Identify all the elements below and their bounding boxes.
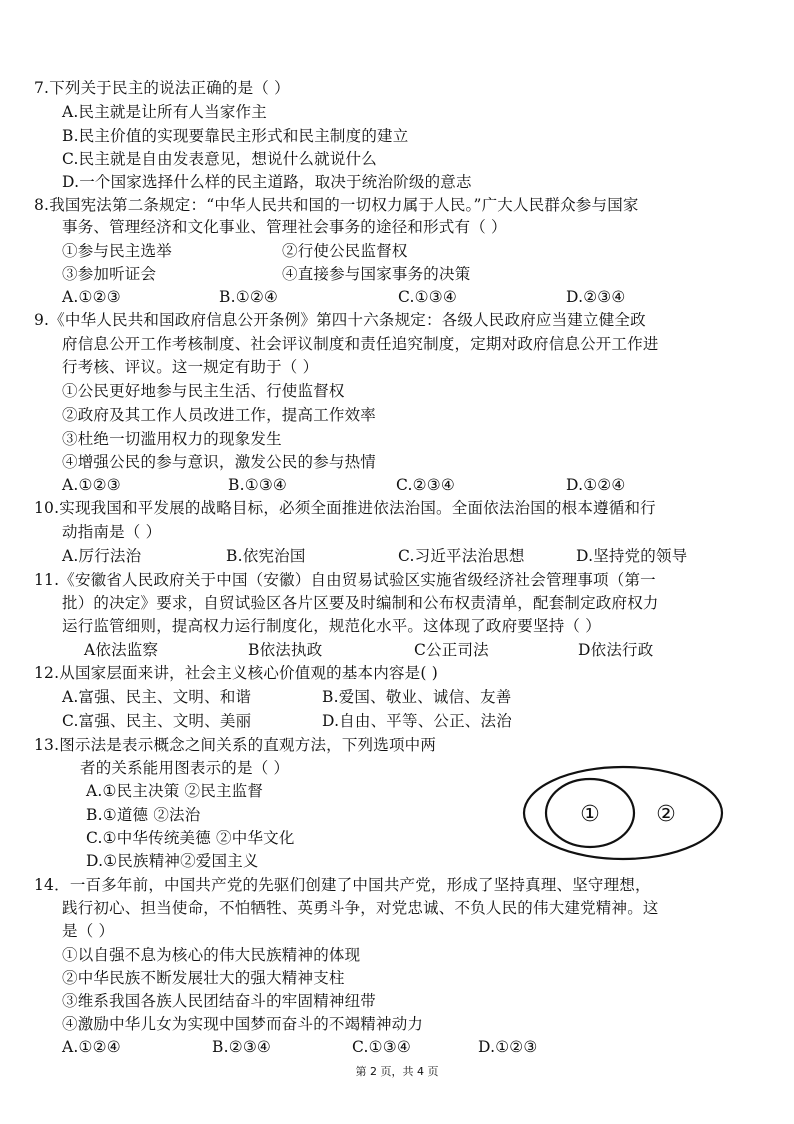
q11-option-b: B依法执政 bbox=[248, 641, 323, 659]
q10-stem-line2: 动指南是（ ） bbox=[62, 523, 162, 541]
q12-option-c: C.富强、民主、文明、美丽 bbox=[62, 712, 252, 730]
q11-option-a: A依法监察 bbox=[84, 641, 159, 659]
page-footer: 第 2 页，共 4 页 bbox=[355, 1065, 439, 1078]
q13-label-2: ② bbox=[656, 802, 676, 827]
q13-option-c: C.①中华传统美德 ②中华文化 bbox=[86, 829, 295, 847]
q10-option-a: A.厉行法治 bbox=[62, 547, 142, 565]
q9-item-4: ④增强公民的参与意识，激发公民的参与热情 bbox=[62, 453, 377, 471]
q14-option-c: C.①③④ bbox=[352, 1038, 411, 1056]
q8-option-a: A.①②③ bbox=[62, 288, 121, 306]
q7-option-d: D.一个国家选择什么样的民主道路，取决于统治阶级的意志 bbox=[62, 173, 472, 191]
q13-option-d: D.①民族精神②爱国主义 bbox=[86, 852, 259, 870]
q12-option-d: D.自由、平等、公正、法治 bbox=[322, 712, 512, 730]
q13-stem-line1: 13.图示法是表示概念之间关系的直观方法，下列选项中两 bbox=[34, 736, 437, 754]
q11-option-d: D依法行政 bbox=[578, 641, 654, 659]
q8-item-2: ②行使公民监督权 bbox=[282, 242, 408, 260]
q13-stem-line2: 者的关系能用图表示的是（ ） bbox=[80, 759, 290, 777]
q14-stem-line1: 14．一百多年前，中国共产党的先驱们创建了中国共产党，形成了坚持真理、坚守理想， bbox=[34, 876, 651, 894]
q9-item-1: ①公民更好地参与民主生活、行使监督权 bbox=[62, 382, 345, 400]
q9-item-2: ②政府及其工作人员改进工作，提高工作效率 bbox=[62, 406, 377, 424]
q11-option-c: C公正司法 bbox=[414, 641, 489, 659]
q14-item-1: ①以自强不息为核心的伟大民族精神的体现 bbox=[62, 946, 361, 964]
q8-item-3: ③参加听证会 bbox=[62, 265, 157, 283]
q8-stem-line1: 8.我国宪法第二条规定：“中华人民共和国的一切权力属于人民。”广大人民群众参与国家 bbox=[34, 196, 639, 214]
q13-venn-diagram bbox=[520, 763, 726, 863]
q9-option-d: D.①②④ bbox=[566, 476, 626, 494]
q13-outer-ellipse bbox=[524, 767, 722, 859]
q10-option-b: B.依宪治国 bbox=[226, 547, 306, 565]
q7-option-b: B.民主价值的实现要靠民主形式和民主制度的建立 bbox=[62, 127, 409, 145]
q8-stem-line2: 事务、管理经济和文化事业、管理社会事务的途径和形式有（ ） bbox=[62, 218, 507, 236]
q8-option-c: C.①③④ bbox=[398, 288, 457, 306]
q12-stem: 12.从国家层面来讲，社会主义核心价值观的基本内容是( ) bbox=[34, 664, 438, 682]
q14-item-2: ②中华民族不断发展壮大的强大精神支柱 bbox=[62, 969, 345, 987]
q14-stem-line2: 践行初心、担当使命，不怕牺牲、英勇斗争，对党忠诚、不负人民的伟大建党精神。这 bbox=[62, 899, 659, 917]
q9-item-3: ③杜绝一切滥用权力的现象发生 bbox=[62, 430, 282, 448]
q13-diagram-svg bbox=[520, 763, 726, 863]
q10-stem-line1: 10.实现我国和平发展的战略目标，必须全面推进依法治国。全面依法治国的根本遵循和行 bbox=[34, 499, 656, 517]
q14-item-4: ④激励中华儿女为实现中国梦而奋斗的不竭精神动力 bbox=[62, 1015, 424, 1033]
q8-option-b: B.①②④ bbox=[219, 288, 279, 306]
q13-option-b: B.①道德 ②法治 bbox=[86, 806, 201, 824]
q8-option-d: D.②③④ bbox=[566, 288, 626, 306]
q9-stem-line3: 行考核、评议。这一规定有助于（ ） bbox=[62, 358, 319, 376]
q9-stem-line1: 9.《中华人民共和国政府信息公开条例》第四十六条规定：各级人民政府应当建立健全政 bbox=[34, 311, 646, 329]
q8-item-1: ①参与民主选举 bbox=[62, 242, 172, 260]
q9-option-a: A.①②③ bbox=[62, 476, 121, 494]
q11-stem-line1: 11.《安徽省人民政府关于中国（安徽）自由贸易试验区实施省级经济社会管理事项（第一 bbox=[34, 571, 656, 589]
q14-item-3: ③维系我国各族人民团结奋斗的牢固精神纽带 bbox=[62, 992, 377, 1010]
q14-option-b: B.②③④ bbox=[212, 1038, 272, 1056]
q7-stem: 7.下列关于民主的说法正确的是（ ） bbox=[34, 79, 290, 97]
q7-option-c: C.民主就是自由发表意见，想说什么就说什么 bbox=[62, 150, 377, 168]
q7-option-a: A.民主就是让所有人当家作主 bbox=[62, 103, 267, 121]
q11-stem-line3: 运行监管细则，提高权力运行制度化，规范化水平。这体现了政府要坚持（ ） bbox=[62, 617, 601, 635]
q8-item-4: ④直接参与国家事务的决策 bbox=[282, 265, 471, 283]
q10-option-c: C.习近平法治思想 bbox=[398, 547, 525, 565]
q10-option-d: D.坚持党的领导 bbox=[576, 547, 688, 565]
q9-option-b: B.①③④ bbox=[228, 476, 288, 494]
q13-option-a: A.①民主决策 ②民主监督 bbox=[86, 782, 264, 800]
q9-stem-line2: 府信息公开工作考核制度、社会评议制度和责任追究制度，定期对政府信息公开工作进 bbox=[62, 335, 659, 353]
q11-stem-line2: 批）的决定》要求，自贸试验区各片区要及时编制和公布权责清单，配套制定政府权力 bbox=[62, 594, 659, 612]
q13-label-1: ① bbox=[580, 802, 600, 827]
q14-option-a: A.①②④ bbox=[62, 1038, 121, 1056]
q9-option-c: C.②③④ bbox=[396, 476, 455, 494]
q12-option-a: A.富强、民主、文明、和谐 bbox=[62, 688, 252, 706]
q12-option-b: B.爱国、敬业、诚信、友善 bbox=[322, 688, 512, 706]
q14-stem-line3: 是（ ） bbox=[62, 922, 115, 940]
q14-option-d: D.①②③ bbox=[478, 1038, 538, 1056]
